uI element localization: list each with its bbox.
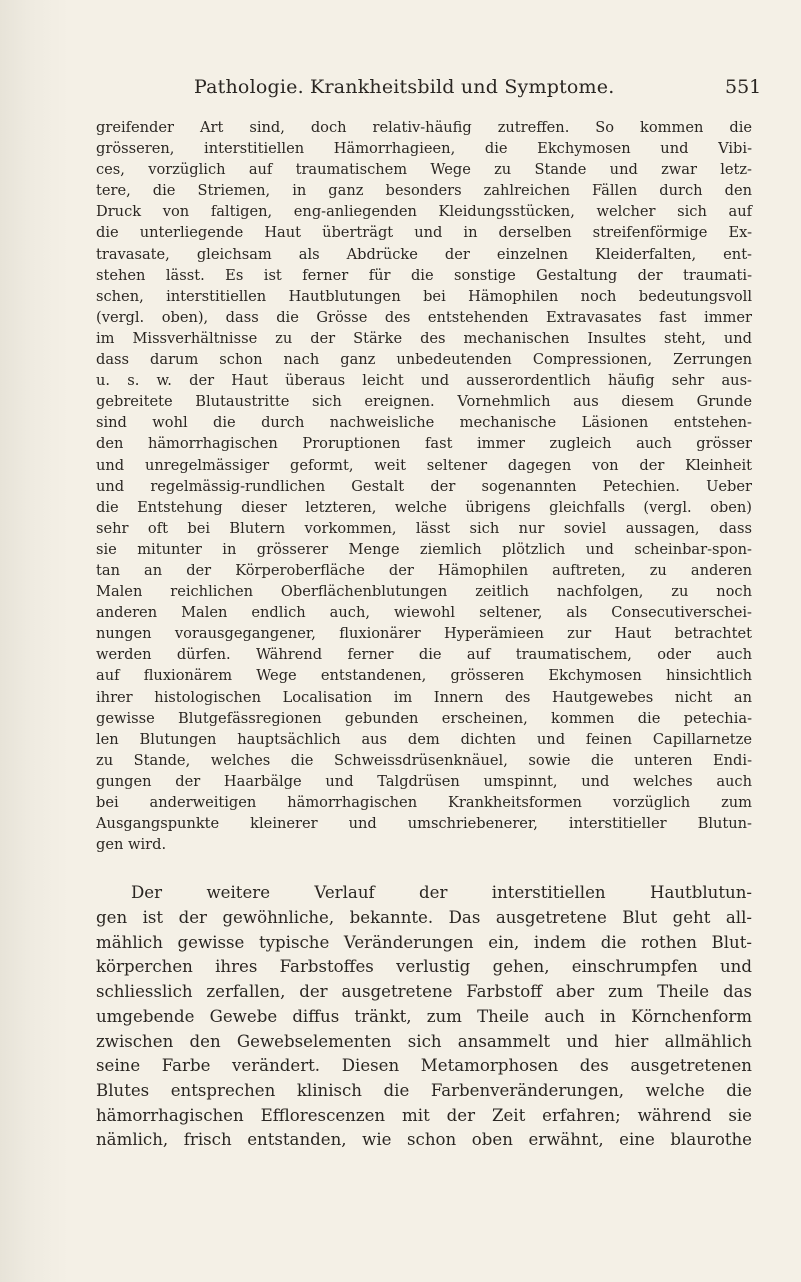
text-line: sie mitunter in grösserer Menge ziemlich plötzlich und scheinbar-spon- (96, 540, 752, 558)
text-line: gen ist der gewöhnliche, bekannte. Das ausgetretene Blut geht all- (96, 907, 752, 927)
text-line: Druck von faltigen, eng-anliegenden Kleidungsstücken, welcher sich auf (96, 203, 752, 221)
text-line: nämlich, frisch entstanden, wie schon oben erwähnt, eine blaurothe (96, 1130, 752, 1150)
text-line: Blutes entsprechen klinisch die Farbenveränderungen, welche die (96, 1080, 752, 1100)
text-line: werden dürfen. Während ferner die auf traumatischem, oder auch (96, 646, 752, 664)
page-gutter-shadow (0, 0, 70, 1282)
text-line: und regelmässig-rundlichen Gestalt der sogenannten Petechien. Ueber (96, 477, 752, 495)
text-line: grösseren, interstitiellen Hämorrhagieen, die Ekchymosen und Vibi- (96, 140, 752, 158)
text-line: ihrer histologischen Localisation im Innern des Hautgewebes nicht an (96, 688, 752, 706)
text-line: zwischen den Gewebselementen sich ansammelt und hier allmählich (96, 1031, 752, 1051)
text-line: sind wohl die durch nachweisliche mechanische Läsionen entstehen- (96, 414, 752, 432)
text-line: greifender Art sind, doch relativ-häufig zutreffen. So kommen die (96, 119, 752, 136)
text-line: tan an der Körperoberfläche der Hämophilen auftreten, zu anderen (96, 561, 752, 579)
text-line: gebreitete Blutaustritte sich ereignen. Vornehmlich aus diesem Grunde (96, 393, 752, 411)
text-line: bei anderweitigen hämorrhagischen Krankheitsformen vorzüglich zum (96, 794, 752, 811)
page-header (0, 76, 801, 106)
text-line: sehr oft bei Blutern vorkommen, lässt sich nur soviel aussagen, dass (96, 519, 752, 537)
text-line: umgebende Gewebe diffus tränkt, zum Theile auch in Körnchenform (96, 1006, 752, 1026)
text-line: nungen vorausgegangener, fluxionärer Hyperämieen zur Haut betrachtet (96, 625, 752, 643)
text-line: auf fluxionärem Wege entstandenen, grösseren Ekchymosen hinsichtlich (96, 667, 752, 685)
text-line: die unterliegende Haut überträgt und in derselben streifenförmige Ex- (96, 224, 752, 242)
text-line: seine Farbe verändert. Diesen Metamorphosen des ausgetretenen (96, 1056, 752, 1076)
text-line: dass darum schon nach ganz unbedeutenden Compressionen, Zerrungen (96, 351, 752, 369)
text-line: zu Stande, welches die Schweissdrüsenknäuel, sowie die unteren Endi- (96, 751, 752, 769)
text-line: gen wird. (96, 836, 167, 854)
text-line: und unregelmässiger geformt, weit seltener dagegen von der Kleinheit (96, 456, 752, 474)
text-line: schen, interstitiellen Hautblutungen bei Hämophilen noch bedeutungsvoll (96, 287, 752, 305)
text-line: schliesslich zerfallen, der ausgetretene Farbstoff aber zum Theile das (96, 982, 752, 1002)
text-line: tere, die Striemen, in ganz besonders zahlreichen Fällen durch den (96, 182, 752, 200)
text-line: Malen reichlichen Oberflächenblutungen zeitlich nachfolgen, zu noch (96, 583, 752, 601)
page-number: 551 (725, 76, 762, 98)
text-line: körperchen ihres Farbstoffes verlustig gehen, einschrumpfen und (96, 957, 752, 977)
text-line: gewisse Blutgefässregionen gebunden erscheinen, kommen die petechia- (96, 709, 752, 727)
text-line: Ausgangspunkte kleinerer und umschriebenerer, interstitieller Blutun- (96, 815, 752, 833)
text-line: Der weitere Verlauf der interstitiellen Hautblutun- (131, 883, 752, 903)
text-line: mählich gewisse typische Veränderungen ein, indem die rothen Blut- (96, 932, 752, 952)
text-line: hämorrhagischen Efflorescenzen mit der Zeit erfahren; während sie (96, 1105, 752, 1125)
paragraph-1 (96, 117, 752, 855)
text-line: anderen Malen endlich auch, wiewohl seltener, als Consecutiverschei- (96, 604, 752, 622)
text-line: gungen der Haarbälge und Talgdrüsen umspinnt, und welches auch (96, 772, 752, 790)
text-line: travasate, gleichsam als Abdrücke der einzelnen Kleiderfalten, ent- (96, 245, 752, 263)
text-line: stehen lässt. Es ist ferner für die sonstige Gestaltung der traumati- (96, 266, 752, 284)
paragraph-2 (96, 881, 752, 1153)
text-line: len Blutungen hauptsächlich aus dem dichten und feinen Capillarnetze (96, 730, 752, 748)
text-line: den hämorrhagischen Proruptionen fast immer zugleich auch grösser (96, 435, 752, 453)
body-text (96, 117, 752, 1153)
text-line: u. s. w. der Haut überaus leicht und ausserordentlich häufig sehr aus- (96, 372, 752, 390)
text-line: im Missverhältnisse zu der Stärke des mechanischen Insultes steht, und (96, 329, 752, 347)
text-line: (vergl. oben), dass die Grösse des entstehenden Extravasates fast immer (96, 308, 752, 326)
text-line: ces, vorzüglich auf traumatischem Wege zu Stande und zwar letz- (96, 161, 752, 179)
text-line: die Entstehung dieser letzteren, welche übrigens gleichfalls (vergl. oben) (96, 498, 752, 516)
running-head: Pathologie. Krankheitsbild und Symptome. (194, 76, 615, 98)
